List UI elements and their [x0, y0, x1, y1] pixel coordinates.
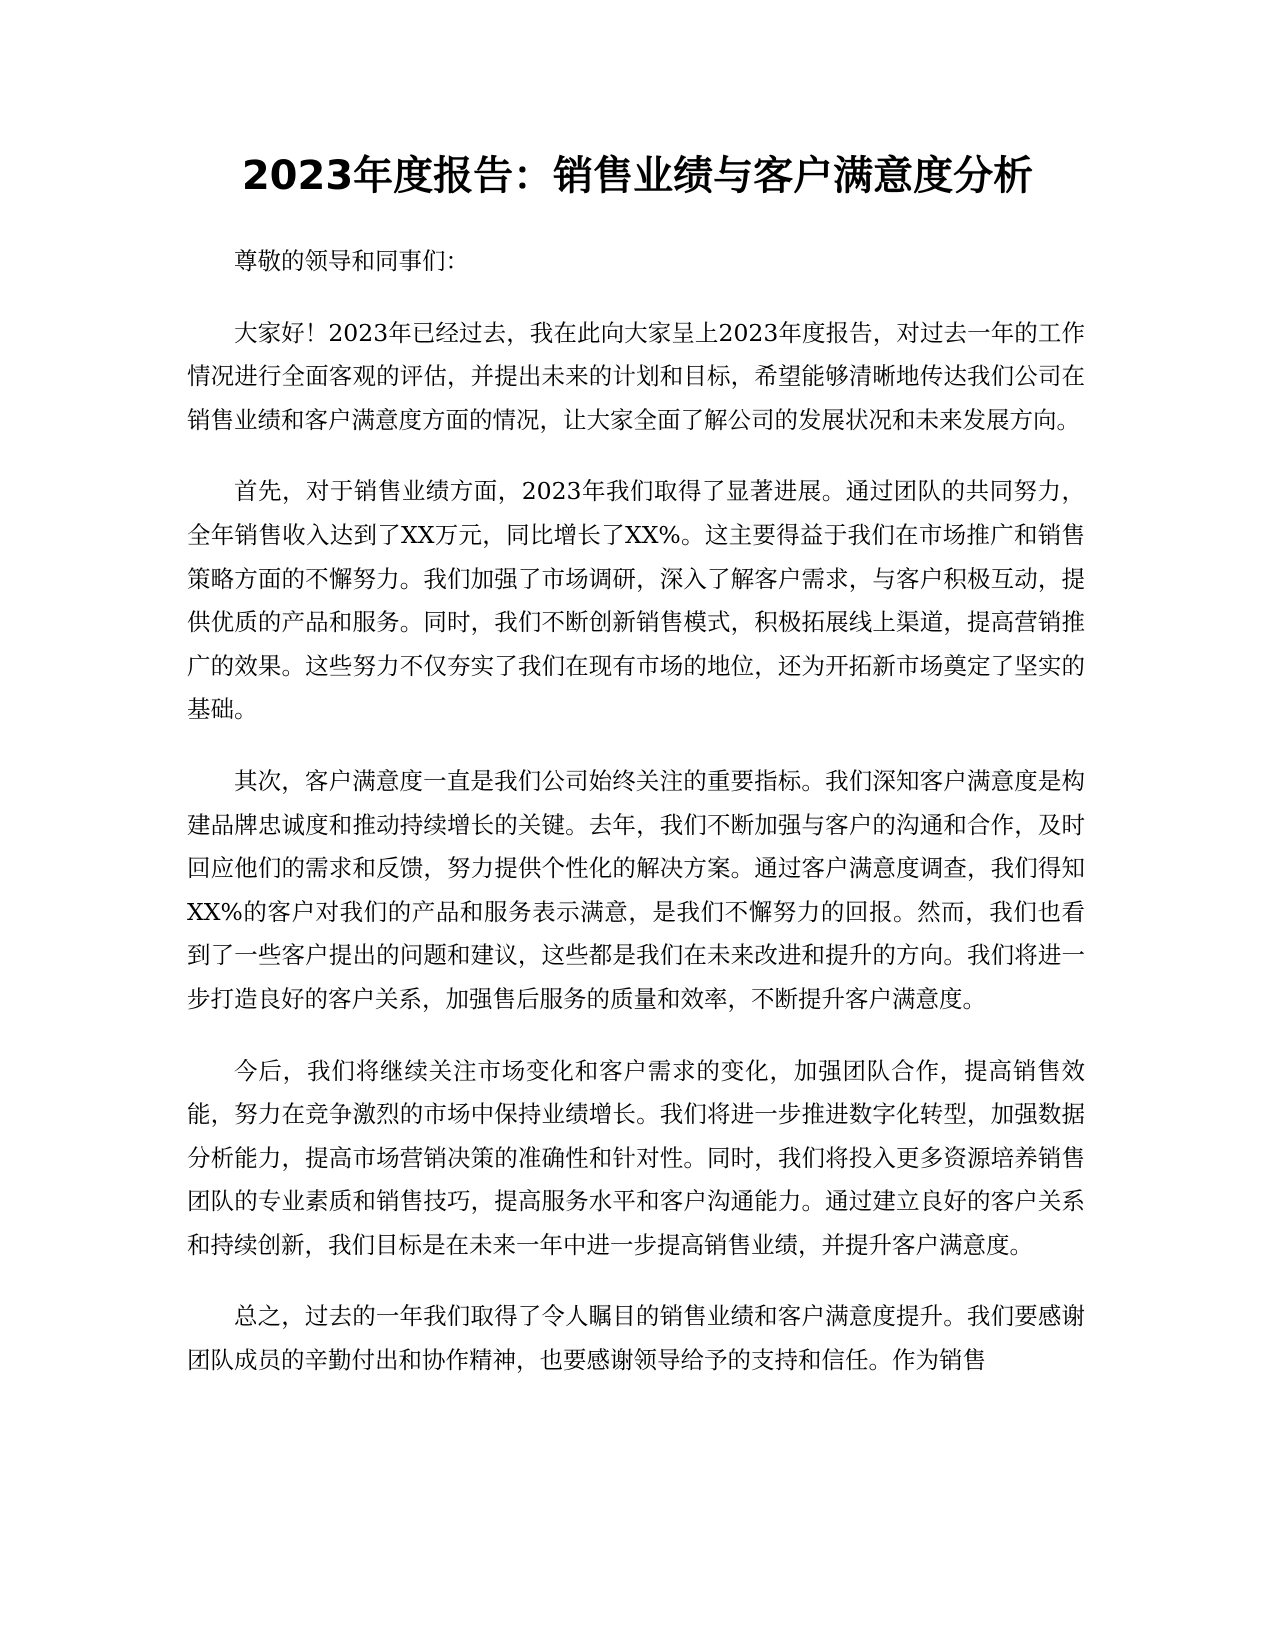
- paragraph-summary: 总之，过去的一年我们取得了令人瞩目的销售业绩和客户满意度提升。我们要感谢团队成员的辛勤付出和协作精神，也要感谢领导给予的支持和信任。作为销售: [187, 1302, 1085, 1375]
- paragraph-future-plans: 今后，我们将继续关注市场变化和客户需求的变化，加强团队合作，提高销售效能，努力在竞争激烈的市场中保持业绩增长。我们将进一步推进数字化转型，加强数据分析能力，提高市场营销决策的准确性和针对性。同时，我们将投入更多资源培养销售团队的专业素质和销售技巧，提高服务水平和客户沟通能力。通过建立良好的客户关系和持续创新，我们目标是在未来一年中进一步提高销售业绩，并提升客户满意度。: [187, 1056, 1085, 1259]
- document-body: [187, 240, 1085, 1411]
- document-title: 2023年度报告：销售业绩与客户满意度分析: [241, 153, 1034, 199]
- paragraph-sales-performance: 首先，对于销售业绩方面，2023年我们取得了显著进展。通过团队的共同努力，全年销售收入达到了XX万元，同比增长了XX%。这主要得益于我们在市场推广和销售策略方面的不懈努力。我们加强了市场调研，深入了解客户需求，与客户积极互动，提供优质的产品和服务。同时，我们不断创新销售模式，积极拓展线上渠道，提高营销推广的效果。这些努力不仅夯实了我们在现有市场的地位，还为开拓新市场奠定了坚实的基础。: [187, 477, 1085, 724]
- paragraph-greeting: 尊敬的领导和同事们：: [234, 247, 469, 275]
- paragraph-customer-satisfaction: 其次，客户满意度一直是我们公司始终关注的重要指标。我们深知客户满意度是构建品牌忠诚度和推动持续增长的关键。去年，我们不断加强与客户的沟通和合作，及时回应他们的需求和反馈，努力提供个性化的解决方案。通过客户满意度调查，我们得知XX%的客户对我们的产品和服务表示满意，是我们不懈努力的回报。然而，我们也看到了一些客户提出的问题和建议，这些都是我们在未来改进和提升的方向。我们将进一步打造良好的客户关系，加强售后服务的质量和效率，不断提升客户满意度。: [187, 766, 1085, 1013]
- paragraph-intro: 大家好！2023年已经过去，我在此向大家呈上2023年度报告，对过去一年的工作情况进行全面客观的评估，并提出未来的计划和目标，希望能够清晰地传达我们公司在销售业绩和客户满意度方面的情况，让大家全面了解公司的发展状况和未来发展方向。: [187, 318, 1085, 434]
